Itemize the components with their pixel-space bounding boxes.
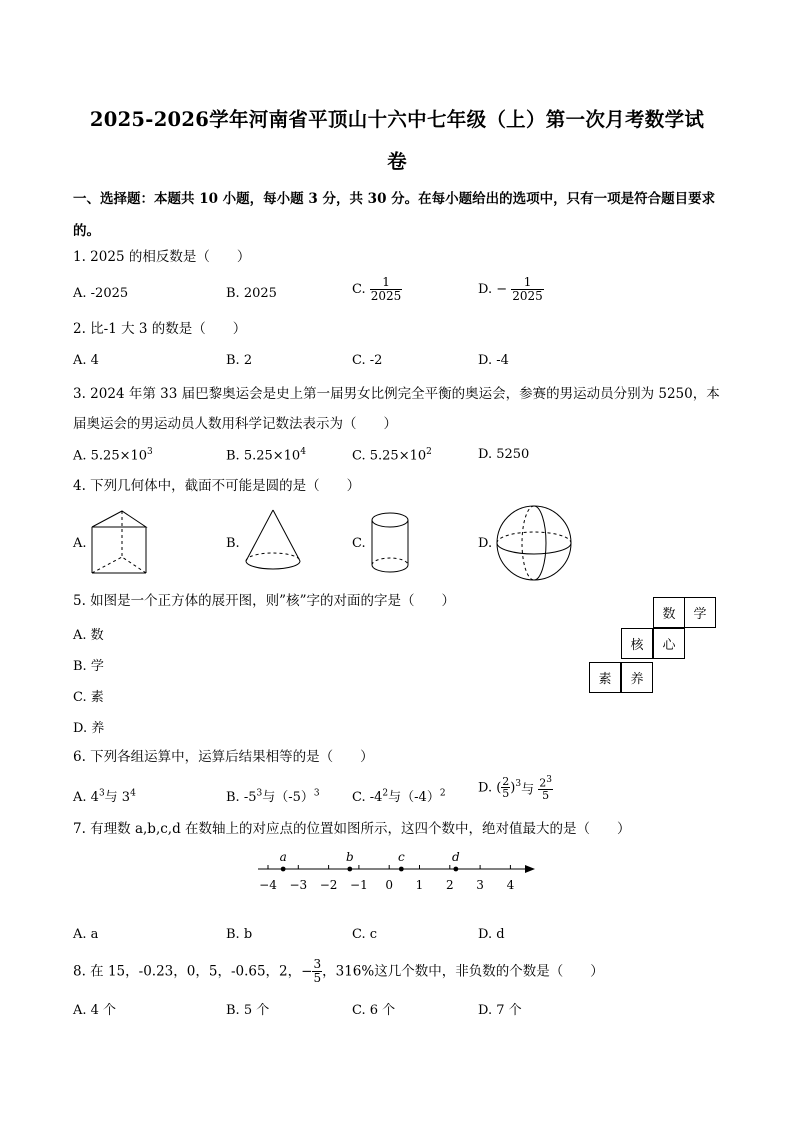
section-heading-continued: 的。 [73,223,100,239]
q8-option-d: D. 7 个 [478,1003,522,1018]
net-cell-xin: 心 [653,628,685,659]
q7-option-d: D. d [478,927,505,942]
q5-option-d: D. 养 [73,721,105,736]
q6-option-c: C. $-4^2$与$(-4)^2$ [352,788,446,805]
q2-option-d: D. -4 [478,353,509,368]
q3-option-b: B. $5.25\times 10^4$ [226,447,306,464]
question-8-stem: 8. 在 15，-0.23，0，5，-0.65，2，− $\frac{3}{5}$ ，316%这几个数中，非负数的个数是（ ） [73,957,604,985]
q1-option-c: C. $\frac{1}{2025}$ [352,275,402,303]
q5-option-a: A. 数 [73,628,104,643]
fraction: $\frac{2}{5}$ [502,775,510,801]
q6-option-a: A. $4^3$与 $3^4$ [73,788,136,805]
axis-tick-label: 2 [445,878,454,892]
point-label-d: d [452,850,460,864]
arrow-right-icon [525,865,535,873]
q2-option-a: A. 4 [73,353,99,368]
q1-option-b: B. 2025 [226,286,277,301]
q1-option-a: A. -2025 [73,286,129,301]
q1-option-d: D. − $\frac{1}{2025}$ [478,275,543,303]
q7-option-c: C. c [352,927,378,942]
net-cell-xue: 学 [684,597,716,628]
question-2-stem: 2. 比-1 大 3 的数是（ ） [73,321,247,337]
point-a [281,867,286,872]
q6-option-d: D. ( $\frac{2}{5}$ )$^3$与 $\frac{2^3}{5}$ [478,775,552,802]
point-label-c: c [397,850,405,864]
point-b [347,867,352,872]
point-c [399,867,404,872]
point-label-a: a [279,850,287,864]
question-3-stem: 3. 2024 年第 33 届巴黎奥运会是史上第一届男女比例完全平衡的奥运会，参赛的男运动员分别为 5250，本 [73,386,720,402]
cone-figure [242,508,304,574]
axis-tick-label: 0 [385,878,394,892]
question-6-stem: 6. 下列各组运算中，运算后结果相等的是（ ） [73,749,374,765]
question-1-stem: 1. 2025 的相反数是（ ） [73,249,251,265]
q4-option-a: A. [73,536,87,551]
axis-tick-label: −2 [319,878,338,892]
net-cell-he: 核 [621,628,653,659]
sphere-figure [494,502,574,584]
fraction: $\frac{1}{2025}$ [370,275,402,303]
axis-tick-label: 1 [415,878,424,892]
axis-tick-label: 3 [476,878,484,892]
q8-option-a: A. 4 个 [73,1003,117,1018]
point-label-b: b [345,850,354,864]
q5-option-c: C. 素 [73,690,104,705]
page-title: 2025-2026学年河南省平顶山十六中七年级（上）第一次月考数学试 [89,108,705,131]
page-title-continued: 卷 [387,150,407,173]
number-line-figure [255,842,540,894]
q7-option-b: B. b [226,927,253,942]
q7-option-a: A. a [73,927,99,942]
fraction: $\frac{3}{5}$ [313,957,322,985]
q4-option-b: B. [226,536,240,551]
net-cell-shu: 数 [653,597,685,628]
axis-tick-label: −1 [350,878,368,892]
q4-option-c: C. [352,536,366,551]
question-7-stem: 7. 有理数 a,b,c,d 在数轴上的对应点的位置如图所示，这四个数中，绝对值最大的是（ ） [73,821,631,837]
question-5-stem: 5. 如图是一个正方体的展开图，则”核”字的对面的字是（ ） [73,593,455,609]
section-heading: 一、选择题：本题共 10 小题，每小题 3 分，共 30 分。在每小题给出的选项中，只有一项是符合题目要求 [73,191,716,207]
q5-option-b: B. 学 [73,659,104,674]
q3-option-a: A. $5.25\times 10^3$ [73,447,153,464]
axis-tick-label: −3 [289,878,308,892]
q8-option-b: B. 5 个 [226,1003,270,1018]
question-4-stem: 4. 下列几何体中，截面不可能是圆的是（ ） [73,478,361,494]
q8-option-c: C. 6 个 [352,1003,396,1018]
cylinder-figure [368,507,416,579]
point-d [453,867,458,872]
q3-option-d: D. 5250 [478,447,530,462]
fraction: $\frac{1}{2025}$ [512,275,543,303]
axis-tick-label: 4 [506,878,515,892]
fraction: $\frac{2^3}{5}$ [539,775,552,802]
q4-option-d: D. [478,536,493,551]
net-cell-su: 素 [589,662,621,693]
q2-option-c: C. -2 [352,353,383,368]
q6-option-b: B. $-5^3$与$(-5)^3$ [226,788,320,805]
q2-option-b: B. 2 [226,353,253,368]
q3-option-c: C. $5.25\times 10^2$ [352,447,432,464]
axis-tick-label: −4 [259,878,277,892]
triangular-prism-figure [90,507,150,577]
net-cell-yang: 养 [621,662,653,693]
question-3-stem-continued: 届奥运会的男运动员人数用科学记数法表示为（ ） [73,416,397,432]
